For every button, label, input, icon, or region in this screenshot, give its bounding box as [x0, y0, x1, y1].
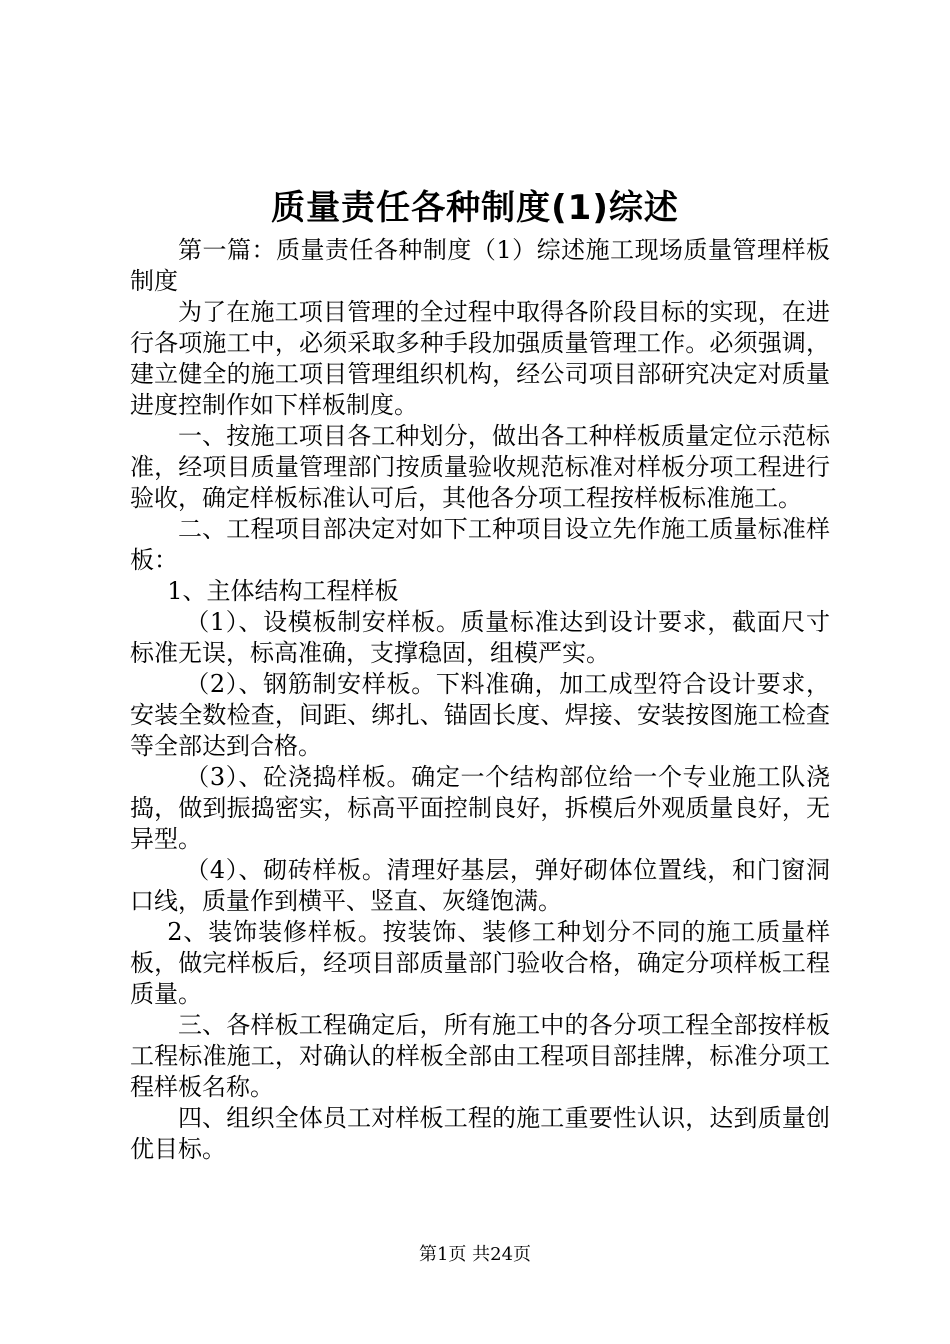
paragraph-section-1: 一、按施工项目各工种划分，做出各工种样板质量定位示范标准，经项目质量管理部门按质量验收规范标准对样板分项工程进行验收，确定样板标准认可后，其他各分项工程按样板标准施工。 [130, 422, 830, 512]
paragraph-subitem-1: （1）、设模板制安样板。质量标准达到设计要求，截面尺寸标准无误，标高准确，支撑稳固，组模严实。 [130, 608, 830, 667]
paragraph-purpose: 为了在施工项目管理的全过程中取得各阶段目标的实现，在进行各项施工中，必须采取多种手段加强质量管理工作。必须强调，建立健全的施工项目管理组织机构，经公司项目部研究决定对质量进度控制作如下样板制度。 [130, 298, 830, 419]
paragraph-section-4: 四、组织全体员工对样板工程的施工重要性认识，达到质量创优目标。 [130, 1104, 830, 1163]
paragraph-item-2: 2、装饰装修样板。按装饰、装修工种划分不同的施工质量样板，做完样板后，经项目部质量部门验收合格，确定分项样板工程质量。 [130, 918, 830, 1008]
paragraph-section-2: 二、工程项目部决定对如下工种项目设立先作施工质量标准样板： [130, 515, 830, 574]
paragraph-subitem-3: （3）、砼浇捣样板。确定一个结构部位给一个专业施工队浇捣，做到振捣密实，标高平面控制良好，拆模后外观质量良好，无异型。 [130, 763, 830, 853]
paragraph-subitem-2: （2）、钢筋制安样板。下料准确，加工成型符合设计要求，安装全数检查，间距、绑扎、锚固长度、焊接、安装按图施工检查等全部达到合格。 [130, 670, 830, 760]
document-body [130, 235, 830, 1165]
document-title: 质量责任各种制度(1)综述 [271, 188, 679, 228]
page-number-footer: 第1页 共24页 [418, 1244, 532, 1265]
paragraph-section-3: 三、各样板工程确定后，所有施工中的各分项工程全部按样板工程标准施工，对确认的样板全部由工程项目部挂牌，标准分项工程样板名称。 [130, 1011, 830, 1101]
paragraph-intro: 第一篇：质量责任各种制度（1）综述施工现场质量管理样板制度 [130, 236, 830, 295]
paragraph-item-1: 1、主体结构工程样板 [167, 577, 399, 605]
paragraph-subitem-4: （4）、砌砖样板。清理好基层，弹好砌体位置线，和门窗洞口线，质量作到横平、竖直、灰缝饱满。 [130, 856, 830, 915]
